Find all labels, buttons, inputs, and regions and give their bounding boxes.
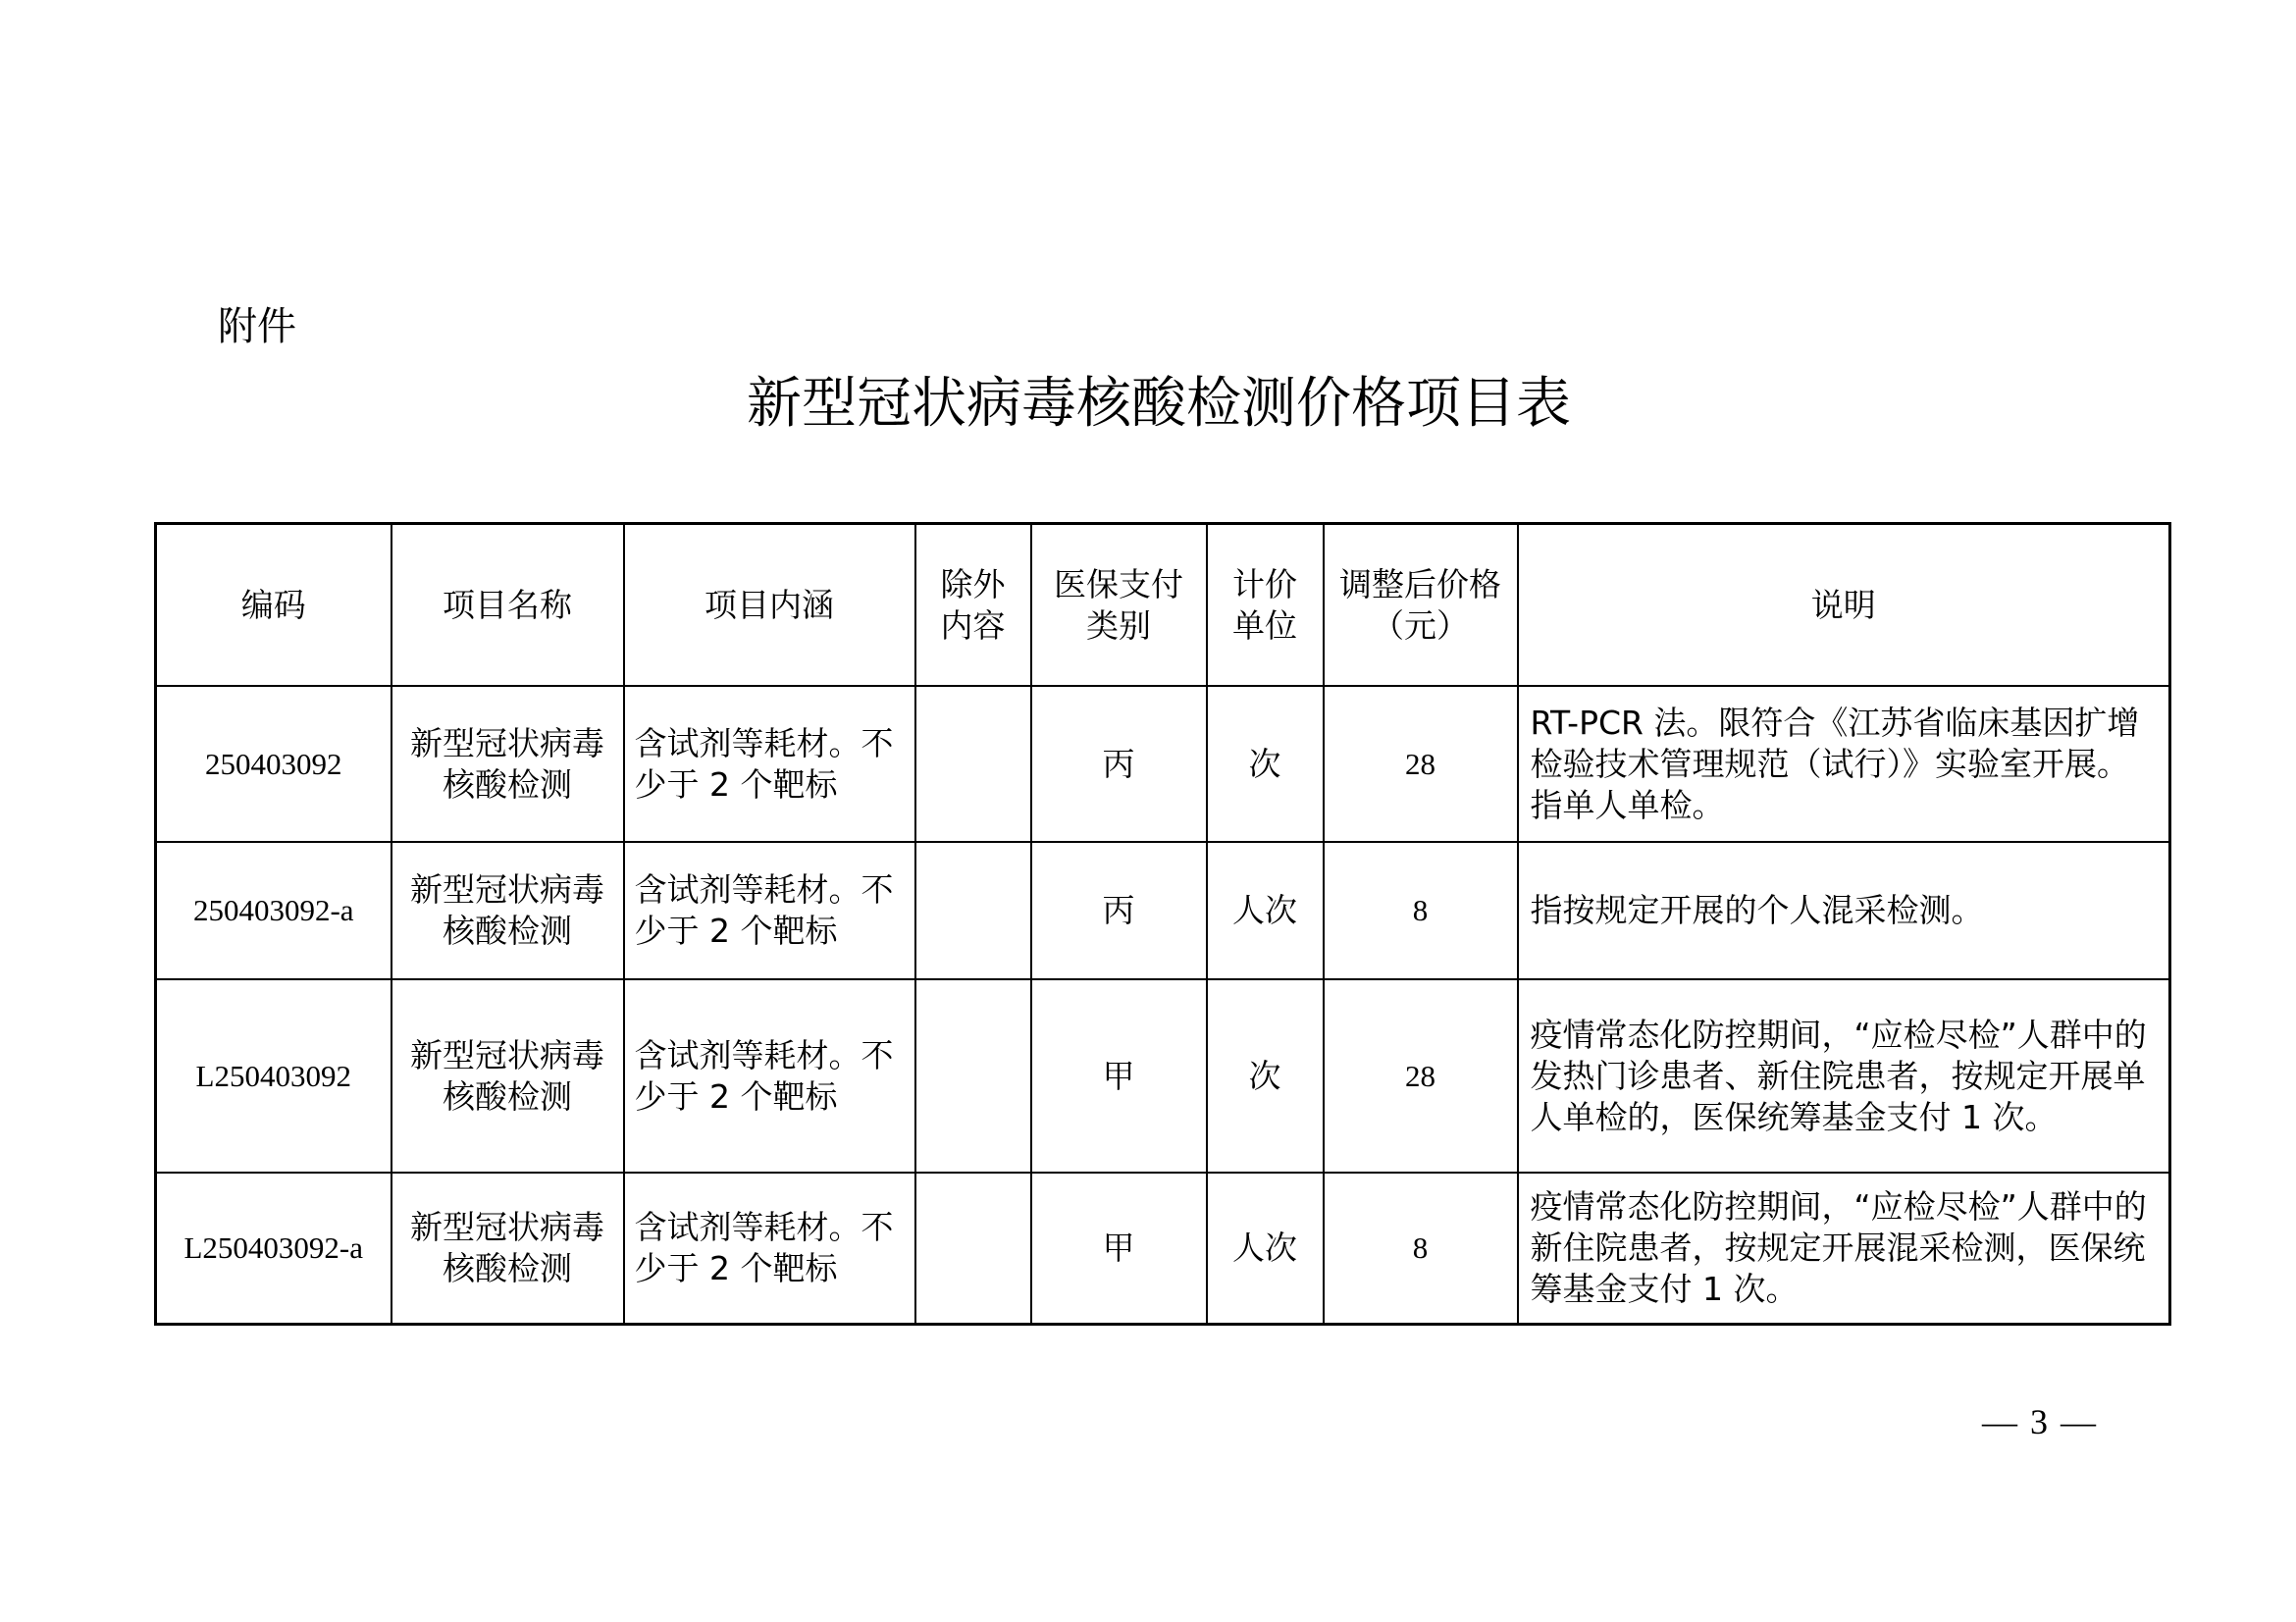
column-header-insurance-category: 医保支付类别: [1031, 524, 1207, 687]
cell-name: 新型冠状病毒核酸检测: [391, 1173, 624, 1325]
cell-code: 250403092-a: [156, 842, 391, 979]
cell-exclusion: [915, 979, 1031, 1173]
column-header-content: 项目内涵: [624, 524, 915, 687]
cell-code: 250403092: [156, 686, 391, 842]
cell-price: 28: [1324, 979, 1518, 1173]
cell-content: 含试剂等耗材。不少于 2 个靶标: [624, 1173, 915, 1325]
cell-price: 28: [1324, 686, 1518, 842]
cell-exclusion: [915, 842, 1031, 979]
cell-price: 8: [1324, 1173, 1518, 1325]
cell-notes: RT-PCR 法。限符合《江苏省临床基因扩增检验技术管理规范（试行）》实验室开展。指单人单检。: [1518, 686, 2170, 842]
cell-unit: 次: [1207, 979, 1324, 1173]
table-row: [156, 979, 2170, 1173]
table-row: [156, 842, 2170, 979]
page-number: — 3 —: [1982, 1402, 2098, 1441]
cell-notes: 疫情常态化防控期间，“应检尽检”人群中的发热门诊患者、新住院患者，按规定开展单人单检的，医保统筹基金支付 1 次。: [1518, 979, 2170, 1173]
cell-insurance-category: 甲: [1031, 1173, 1207, 1325]
table-row: [156, 1173, 2170, 1325]
column-header-code: 编码: [156, 524, 391, 687]
cell-exclusion: [915, 1173, 1031, 1325]
attachment-label: 附件: [218, 304, 296, 349]
cell-exclusion: [915, 686, 1031, 842]
cell-code: L250403092: [156, 979, 391, 1173]
column-header-price: 调整后价格（元）: [1324, 524, 1518, 687]
cell-unit: 人次: [1207, 842, 1324, 979]
document-title: 新型冠状病毒核酸检测价格项目表: [747, 372, 1571, 436]
cell-notes: 指按规定开展的个人混采检测。: [1518, 842, 2170, 979]
cell-price: 8: [1324, 842, 1518, 979]
cell-content: 含试剂等耗材。不少于 2 个靶标: [624, 979, 915, 1173]
cell-insurance-category: 甲: [1031, 979, 1207, 1173]
cell-content: 含试剂等耗材。不少于 2 个靶标: [624, 686, 915, 842]
cell-name: 新型冠状病毒核酸检测: [391, 979, 624, 1173]
price-item-table: [154, 522, 2171, 1326]
cell-insurance-category: 丙: [1031, 686, 1207, 842]
column-header-notes: 说明: [1518, 524, 2170, 687]
cell-unit: 人次: [1207, 1173, 1324, 1325]
column-header-exclusion: 除外内容: [915, 524, 1031, 687]
cell-content: 含试剂等耗材。不少于 2 个靶标: [624, 842, 915, 979]
cell-name: 新型冠状病毒核酸检测: [391, 842, 624, 979]
cell-name: 新型冠状病毒核酸检测: [391, 686, 624, 842]
cell-insurance-category: 丙: [1031, 842, 1207, 979]
table-header-row: [156, 524, 2170, 687]
cell-code: L250403092-a: [156, 1173, 391, 1325]
cell-unit: 次: [1207, 686, 1324, 842]
column-header-name: 项目名称: [391, 524, 624, 687]
table-row: [156, 686, 2170, 842]
column-header-unit: 计价单位: [1207, 524, 1324, 687]
cell-notes: 疫情常态化防控期间，“应检尽检”人群中的新住院患者，按规定开展混采检测，医保统筹基金支付 1 次。: [1518, 1173, 2170, 1325]
